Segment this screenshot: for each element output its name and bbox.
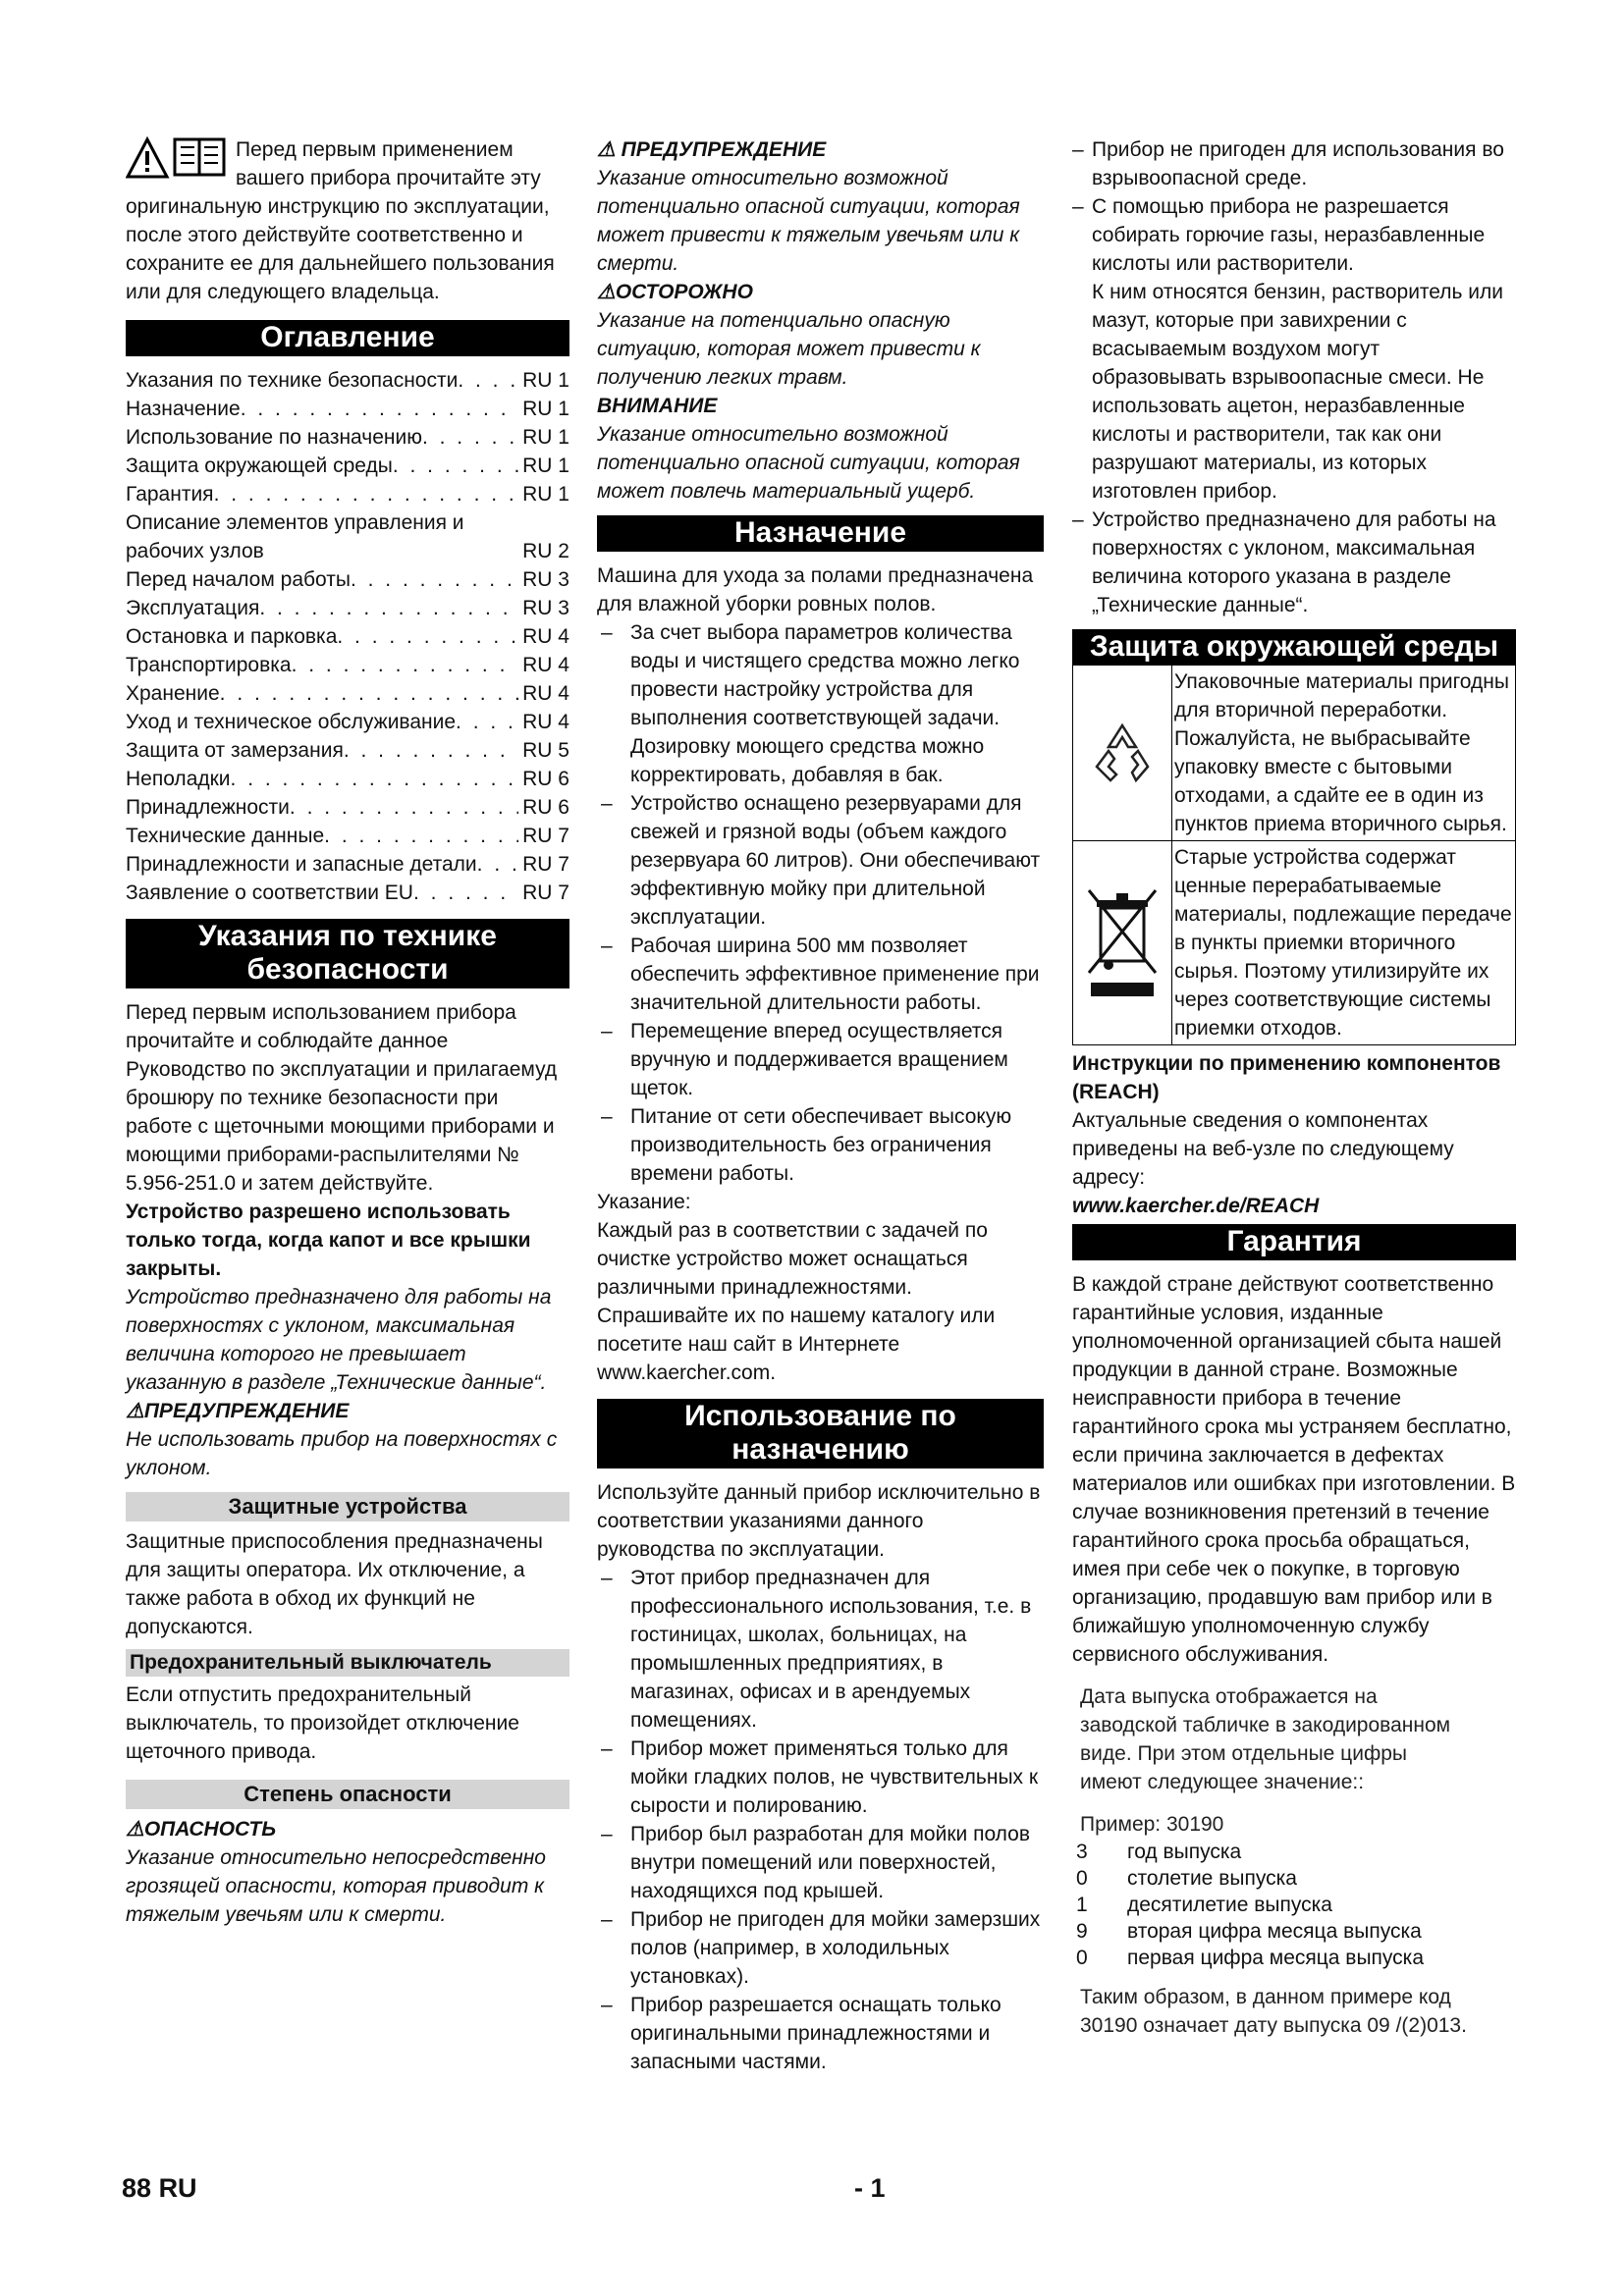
example-row [1072,1892,1516,1918]
example-meaning: столетие выпуска [1127,1867,1297,1890]
toc-entry[interactable] [126,765,569,793]
use-item: – Прибор не пригоден для использования во взрывоопасной среде. [1072,138,1504,189]
danger-heading: Степень опасности [126,1780,569,1809]
footer-page: 88 RU [122,2173,197,2203]
env-row-weee [1072,841,1516,1045]
attention-text: Указание относительно возможной потенциально опасной ситуации, которая может повлечь материальный ущерб. [597,423,1020,503]
toc-entry-page: RU 1 [522,454,569,477]
safety-paragraph: Перед первым использованием прибора прочитайте и соблюдайте данное Руководство по эксплуатации и прилагаемуд брошюру по технике безопасности при работе с щеточными моющими приборами и моющими приборами-распылителями № 5.956-251.0 и затем действуйте. [126,1001,558,1195]
toc-entry-page: RU 1 [522,426,569,449]
env-packaging-text: Упаковочные материалы пригодны для вторичной переработки. Пожалуйста, не выбрасывайте упаковку вместе с бытовыми отходами, а сдайте ее в один из пунктов приема вторичного сырья. [1174,670,1509,835]
toc-entry-label: Описание элементов управления и рабочих узлов [126,511,464,562]
use-item-extra: К ним относятся бензин, растворитель или мазут, которые при завихрении с всасываемым воздухом могут образовывать взрывоопасные смеси. Не использовать ацетон, неразбавленные кислоты и растворители, так как они разрушают материалы, из которых изготовлен прибор. [1092,281,1504,503]
toc-entry-label: Перед началом работы [126,568,351,591]
attention-label: ВНИМАНИЕ [597,395,718,417]
toc-entry-label: Остановка и парковка [126,625,338,648]
example-label: Пример: 30190 [1080,1813,1224,1836]
date-text: Дата выпуска отображается на заводской табличке в закодированном виде. При этом отдельные цифры имеют следующее значение:: [1080,1685,1451,1793]
column-1 [126,135,569,1929]
purpose-item: – За счет выбора параметров количества воды и чистящего средства можно легко провести настройку устройства для выполнения соответствующей задачи. [601,621,1020,729]
danger-text: Указание относительно непосредственно грозящей опасности, которая приводит к тяжелым увечьям или к смерти. [126,1846,546,1926]
example-row [1072,1945,1516,1971]
toc-entry-label: Использование по назначению [126,426,422,449]
caution-triangle-icon: ⚠ [597,281,616,303]
toc-entry[interactable] [126,565,569,594]
switch-text: Если отпустить предохранительный выключатель, то произойдет отключение щеточного привода. [126,1683,519,1763]
intro-text: Перед первым применением вашего прибора прочитайте эту оригинальную инструкцию по эксплуатации, после этого действуйте соответственно и сохраните ее для дальнейшего пользования или для следующего владельца. [126,138,555,303]
recycle-icon [1073,666,1172,840]
toc-entry-page: RU 6 [522,768,569,790]
toc-dots [413,879,518,907]
reach-text: Актуальные сведения о компонентах приведены на веб-узле по следующему адресу: [1072,1109,1454,1189]
toc-entry-page: RU 1 [522,398,569,420]
purpose-item: – Перемещение вперед осуществляется вручную и поддерживается вращением щеток. [601,1020,1008,1099]
warranty-text: В каждой стране действуют соответственно гарантийные условия, изданные уполномоченной организацией сбыта нашей продукции в данной стране. Возможные неисправности прибора в течение гарантийного срока мы устраняем бесплатно, если причина заключается в дефектах материалов или ошибках при изготовлении. В случае возникновения претензий в течение гарантийного срока просьба обращаться, имея при себе чек о покупке, в торговую организацию, продавшую вам прибор или в ближайшую уполномоченную службу сервисного обслуживания. [1072,1273,1516,1666]
use-item: – Прибор разрешается оснащать только оригинальными принадлежностями и запасными частями. [601,1994,1001,2073]
example-digit: 3 [1076,1841,1088,1863]
purpose-item: – Устройство оснащено резервуарами для свежей и грязной воды (объем каждого резервуара 60 литров). Они обеспечивают эффективную мойку при длительной эксплуатации. [601,792,1041,929]
warn-text: Указание относительно возможной потенциально опасной ситуации, которая может привести к тяжелым увечьям или к смерти. [597,167,1020,275]
use-heading: Использование по назначению [597,1399,1044,1468]
toc-dots [231,765,519,793]
toc-entry-label: Заявление о соответствии EU [126,881,413,904]
toc-entry[interactable] [126,366,569,395]
toc-entry-label: Назначение [126,398,241,420]
toc-entry[interactable] [126,822,569,850]
toc-heading: Оглавление [126,320,569,356]
example-meaning: год выпуска [1127,1841,1242,1863]
column-3 [1072,135,1516,2040]
purpose-item-extra: Дозировку моющего средства можно корректировать, добавляя в бак. [630,735,985,786]
note-text: Каждый раз в соответствии с задачей по очистке устройство может оснащаться различными принадлежностями. Спрашивайте их по нашему каталогу или посетите наш сайт в Интернете www.kaercher.com. [597,1219,996,1384]
toc-entry-page: RU 1 [522,483,569,506]
toc-dots [422,423,518,452]
danger-triangle-icon: ⚠ [126,1818,144,1841]
example-digit: 1 [1076,1894,1088,1916]
example-row [1072,1918,1516,1945]
purpose-heading: Назначение [597,515,1044,552]
example-digit: 0 [1076,1867,1088,1890]
safety-heading: Указания по технике безопасности [126,919,569,988]
intro-block [126,135,569,306]
toc-entry[interactable] [126,793,569,822]
toc-dots [477,850,518,879]
env-row-packaging [1072,665,1516,841]
toc-entry[interactable] [126,452,569,480]
toc-entry-page: RU 3 [522,597,569,619]
caution-text: Указание на потенциально опасную ситуацию, которая может привести к получению легких травм. [597,309,981,389]
toc-entry-label: Указания по технике безопасности [126,369,459,392]
toc-dots [290,793,518,822]
purpose-intro: Машина для ухода за полами предназначена для влажной уборки ровных полов. [597,564,1034,615]
toc-entry-page: RU 4 [522,711,569,733]
switch-heading: Предохранительный выключатель [126,1649,569,1677]
protect-text: Защитные приспособления предназначены для защиты оператора. Их отключение, а также работа в обход их функций не допускаются. [126,1530,543,1638]
toc-dots [259,594,518,622]
use-item: – Прибор был разработан для мойки полов внутри помещений или поверхностей, находящихся под крышей. [601,1823,1031,1902]
safety-bold-note: Устройство разрешено использовать только тогда, когда капот и все крышки закрыты. [126,1201,531,1280]
warning-triangle-icon: ⚠ [126,1400,144,1422]
toc-entry-page: RU 4 [522,625,569,648]
toc-entry-label: Уход и техническое обслуживание [126,711,457,733]
toc-entry[interactable] [126,508,569,565]
toc-entry[interactable] [126,736,569,765]
toc-entry-label: Хранение [126,682,220,705]
example-meaning: первая цифра месяца выпуска [1127,1947,1425,1969]
example-digit: 9 [1076,1920,1088,1943]
toc-entry[interactable] [126,879,569,907]
toc-entry-page: RU 5 [522,739,569,762]
toc-dots [324,822,518,850]
toc-entry[interactable] [126,622,569,651]
toc-dots [393,452,518,480]
use-item: – Прибор не пригоден для мойки замерзших полов (например, в холодильных установках). [601,1908,1041,1988]
toc-entry[interactable] [126,708,569,736]
toc-entry-page: RU 4 [522,654,569,676]
example-meaning: десятилетие выпуска [1127,1894,1332,1916]
use-item: – С помощью прибора не разрешается собирать горючие газы, неразбавленные кислоты или растворители. [1072,195,1486,275]
warranty-heading: Гарантия [1072,1224,1516,1260]
toc-entry[interactable] [126,395,569,423]
toc-dots [220,679,518,708]
env-heading: Защита окружающей среды [1072,629,1516,665]
toc-entry-page: RU 1 [522,369,569,392]
example-digit: 0 [1076,1947,1088,1969]
toc-entry-page: RU 6 [522,796,569,819]
note-label: Указание: [597,1191,691,1213]
toc-entry-page: RU 7 [522,825,569,847]
toc-entry-label: Эксплуатация [126,597,260,619]
toc-entry-label: Гарантия [126,483,214,506]
table-of-contents [126,366,569,907]
toc-entry-label: Неполадки [126,768,231,790]
reach-url[interactable]: www.kaercher.de/REACH [1072,1195,1320,1217]
example-row [1072,1865,1516,1892]
danger-label: ⚠ОПАСНОСТЬ [126,1818,277,1841]
crossed-bin-icon [1073,841,1172,1044]
example-conclusion: Таким образом, в данном примере код 30190 означает дату выпуска 09 /(2)013. [1080,1986,1467,2037]
toc-dots [344,736,518,765]
warn-triangle-icon: ⚠ [597,138,616,161]
warning-label: ⚠ПРЕДУПРЕЖДЕНИЕ [126,1400,350,1422]
toc-entry-label: Технические данные [126,825,325,847]
example-meaning: вторая цифра месяца выпуска [1127,1920,1422,1943]
toc-dots [351,565,518,594]
toc-entry-page: RU 4 [522,682,569,705]
toc-entry-page: RU 2 [522,540,569,562]
toc-dots [241,395,518,423]
use-item: – Этот прибор предназначен для профессионального использования, т.е. в гостиницах, школах, больницах, на промышленных предприятиях, в магазинах, офисах и в арендуемых помещениях. [601,1567,1032,1732]
toc-entry-page: RU 7 [522,853,569,876]
toc-entry[interactable] [126,850,569,879]
column-2 [597,135,1044,2076]
example-row [1072,1839,1516,1865]
safety-slope-note: Устройство предназначено для работы на поверхностях с уклоном, максимальная величина которого не превышает указанную в разделе „Технические данные“. [126,1286,552,1394]
warn-label: ⚠ ПРЕДУПРЕЖДЕНИЕ [597,138,827,161]
use-item: – Устройство предназначено для работы на поверхностях с уклоном, максимальная величина которого указана в разделе „Технические данные“. [1072,508,1496,616]
toc-entry[interactable] [126,651,569,679]
toc-dots [458,366,518,395]
purpose-item: – Питание от сети обеспечивает высокую производительность без ограничения времени работы. [601,1105,1012,1185]
footer-center: - 1 [854,2173,886,2203]
toc-entry-label: Принадлежности [126,796,290,819]
toc-entry-label: Транспортировка [126,654,292,676]
toc-entry[interactable] [126,423,569,452]
warning-text: Не использовать прибор на поверхностях с уклоном. [126,1428,558,1479]
purpose-item: – Рабочая ширина 500 мм позволяет обеспечить эффективное применение при значительной длительности работы. [601,934,1040,1014]
warning-book-icon [126,135,228,181]
caution-label: ⚠ОСТОРОЖНО [597,281,753,303]
toc-entry-label: Принадлежности и запасные детали [126,853,477,876]
toc-dots [337,622,518,651]
env-table [1072,665,1516,1045]
toc-entry[interactable] [126,594,569,622]
toc-dots [292,651,519,679]
env-weee-text: Старые устройства содержат ценные перерабатываемые материалы, подлежащие передаче в пункты приемки вторичного сырья. Поэтому утилизируйте их через соответствующие системы приемки отходов. [1174,846,1512,1040]
toc-entry[interactable] [126,679,569,708]
toc-entry-label: Защита от замерзания [126,739,344,762]
protect-heading: Защитные устройства [126,1492,569,1522]
use-intro: Используйте данный прибор исключительно в соответствии указаниями данного руководства по эксплуатации. [597,1481,1041,1561]
reach-heading: Инструкции по применению компонентов (REACH) [1072,1052,1501,1103]
toc-entry-page: RU 3 [522,568,569,591]
toc-entry[interactable] [126,480,569,508]
use-item: – Прибор может применяться только для мойки гладких полов, не чувствительных к сырости и полированию. [601,1737,1039,1817]
toc-entry-label: Защита окружающей среды [126,454,393,477]
toc-dots [214,480,519,508]
toc-entry-page: RU 7 [522,881,569,904]
toc-dots [456,708,518,736]
example-list [1072,1839,1516,1971]
